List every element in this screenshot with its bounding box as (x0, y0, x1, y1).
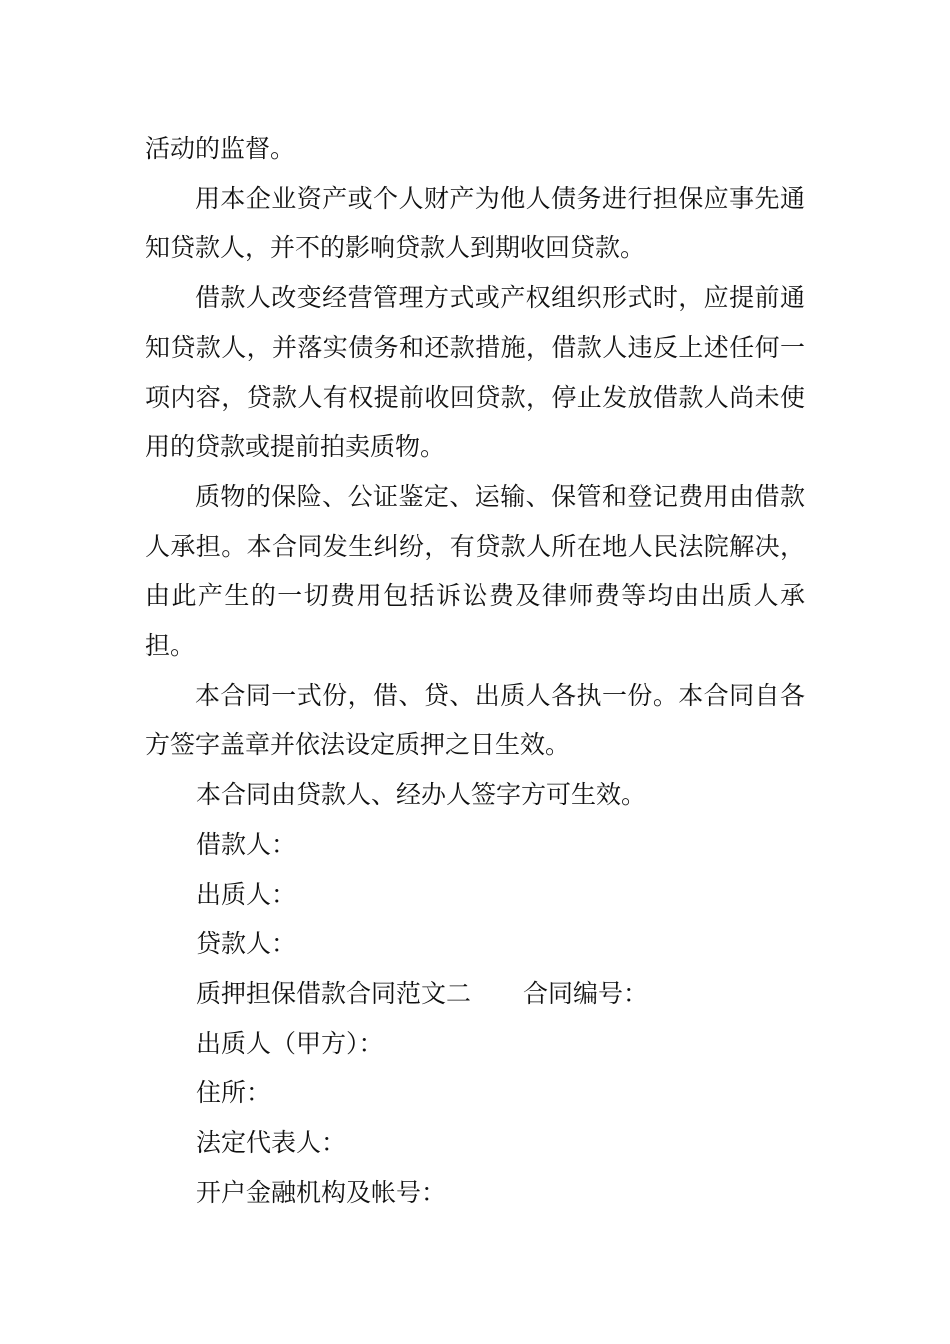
paragraph-continuation: 活动的监督。 (145, 134, 296, 163)
field-bank-account: 开户金融机构及帐号： (196, 1177, 447, 1207)
paragraph-management-change: 借款人改变经营管理方式或产权组织形式时，应提前通知贷款人，并落实债务和还款措施，借款人违反上述任何一项内容，贷款人有权提前收回贷款，停止发放借款人尚未使用的贷款或提前拍卖质物。 (145, 283, 805, 462)
paragraph-copies-effective: 本合同一式份，借、贷、出质人各执一份。本合同自各方签字盖章并依法设定质押之日生效。 (145, 680, 805, 760)
field-legal-representative: 法定代表人： (196, 1128, 347, 1158)
paragraph-costs-disputes: 质物的保险、公证鉴定、运输、保管和登记费用由借款人承担。本合同发生纠纷，有贷款人所在地人民法院解决，由此产生的一切费用包括诉讼费及律师费等均由出质人承担。 (145, 481, 805, 661)
paragraph-signature-effective: 本合同由贷款人、经办人签字方可生效。 (196, 780, 647, 810)
signature-lender: 贷款人： (196, 929, 297, 959)
contract-number-label: 合同编号： (523, 978, 649, 1008)
document-body (145, 124, 805, 1217)
signature-pledgor: 出质人： (196, 879, 297, 909)
paragraph-guarantee-notice: 用本企业资产或个人财产为他人债务进行担保应事先通知贷款人，并不的影响贷款人到期收回贷款。 (145, 183, 805, 263)
second-contract-title: 质押担保借款合同范文二 (196, 978, 472, 1008)
field-pledgor-party-a: 出质人（甲方）： (196, 1028, 384, 1058)
signature-borrower: 借款人： (196, 829, 297, 859)
second-contract-heading (145, 969, 805, 1019)
field-address: 住所： (196, 1078, 272, 1108)
